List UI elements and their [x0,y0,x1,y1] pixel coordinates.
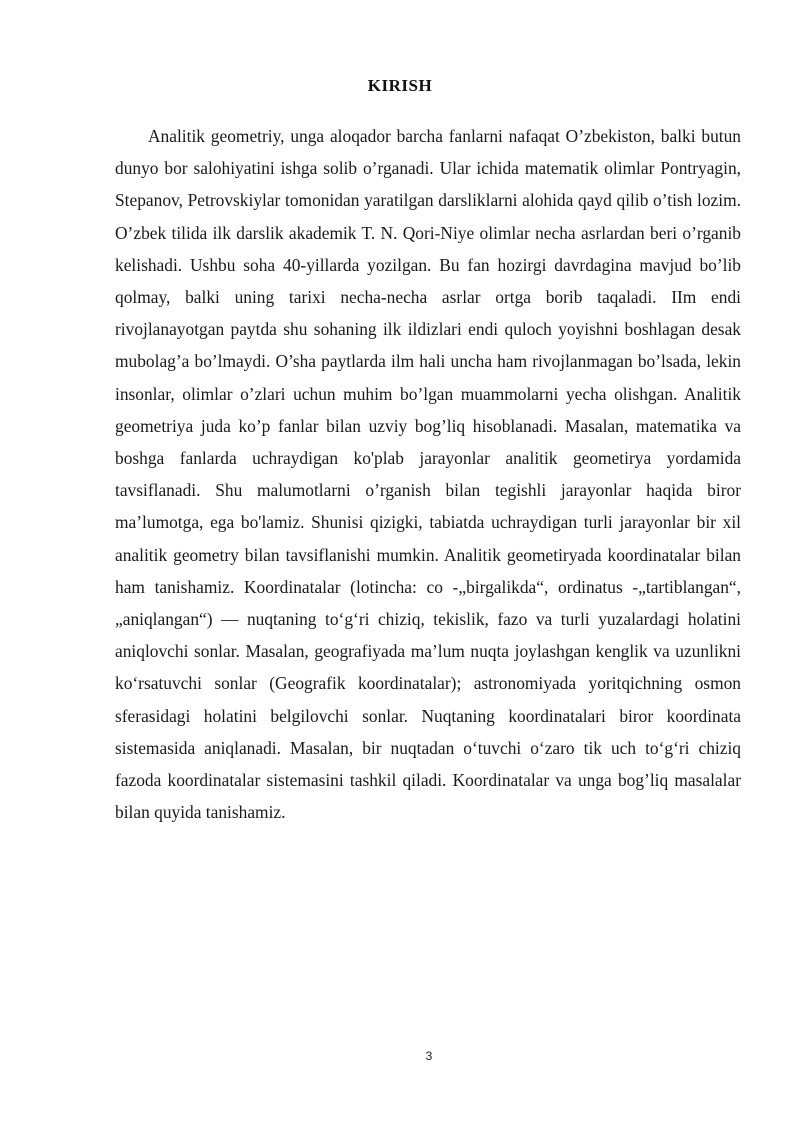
body-text [115,120,741,828]
intro-paragraph: Analitik geometriy, unga aloqador barcha fanlarni nafaqat O’zbekiston, balki butun dunyo bor salohiyatini ishga solib o’rganadi. Ular ichida matematik olimlar Pontryagin, Stepanov, Petrovskiylar tomonidan yaratilgan darsliklarni alohida qayd qilib o’tish lozim. O’zbek tilida ilk darslik akademik T. N. Qori-Niye olimlar necha asrlardan beri o’rganib kelishadi. Ushbu soha 40-yillarda yozilgan. Bu fan hozirgi davrdagina mavjud bo’lib qolmay, balki uning tarixi necha-necha asrlar ortga borib taqaladi. IIm endi rivojlanayotgan paytda shu sohaning ilk ildizlari endi quloch yoyishni boshlagan desak mubolag’a bo’lmaydi. O’sha paytlarda ilm hali uncha ham rivojlanmagan bo’lsada, lekin insonlar, olimlar o’zlari uchun muhim bo’lgan muammolarni yecha olishgan. Analitik geometriya juda ko’p fanlar bilan uzviy bog’liq hisoblanadi. Masalan, matematika va boshga fanlarda uchraydigan ko'plab jarayonlar analitik geometirya yordamida tavsiflanadi. Shu malumotlarni o’rganish bilan tegishli jarayonlar haqida biror ma’lumotga, ega bo'lamiz. Shunisi qizigki, tabiatda uchraydigan turli jarayonlar bir xil analitik geometry bilan tavsiflanishi mumkin. Analitik geometiryada koordinatalar bilan ham tanishamiz. Koordinatalar (lotincha: co -„birgalikda“, ordinatus -„tartiblangan“, „aniqlangan“) — nuqtaning to‘g‘ri chiziq, tekislik, fazo va turli yuzalardagi holatini aniqlovchi sonlar. Masalan, geografiyada ma’lum nuqta joylashgan kenglik va uzunlikni ko‘rsatuvchi sonlar (Geografik koordinatalar); astronomiyada yoritqichning osmon sferasidagi holatini belgilovchi sonlar. Nuqtaning koordinatalari biror koordinata sistemasida aniqlanadi. Masalan, bir nuqtadan o‘tuvchi o‘zaro tik uch to‘g‘ri chiziq fazoda koordinatalar sistemasini tashkil qiladi. Koordinatalar va unga bog’liq masalalar bilan quyida tanishamiz. [115,126,741,823]
page-number: 3 [425,1049,433,1063]
page-title: KIRISH [367,76,433,95]
